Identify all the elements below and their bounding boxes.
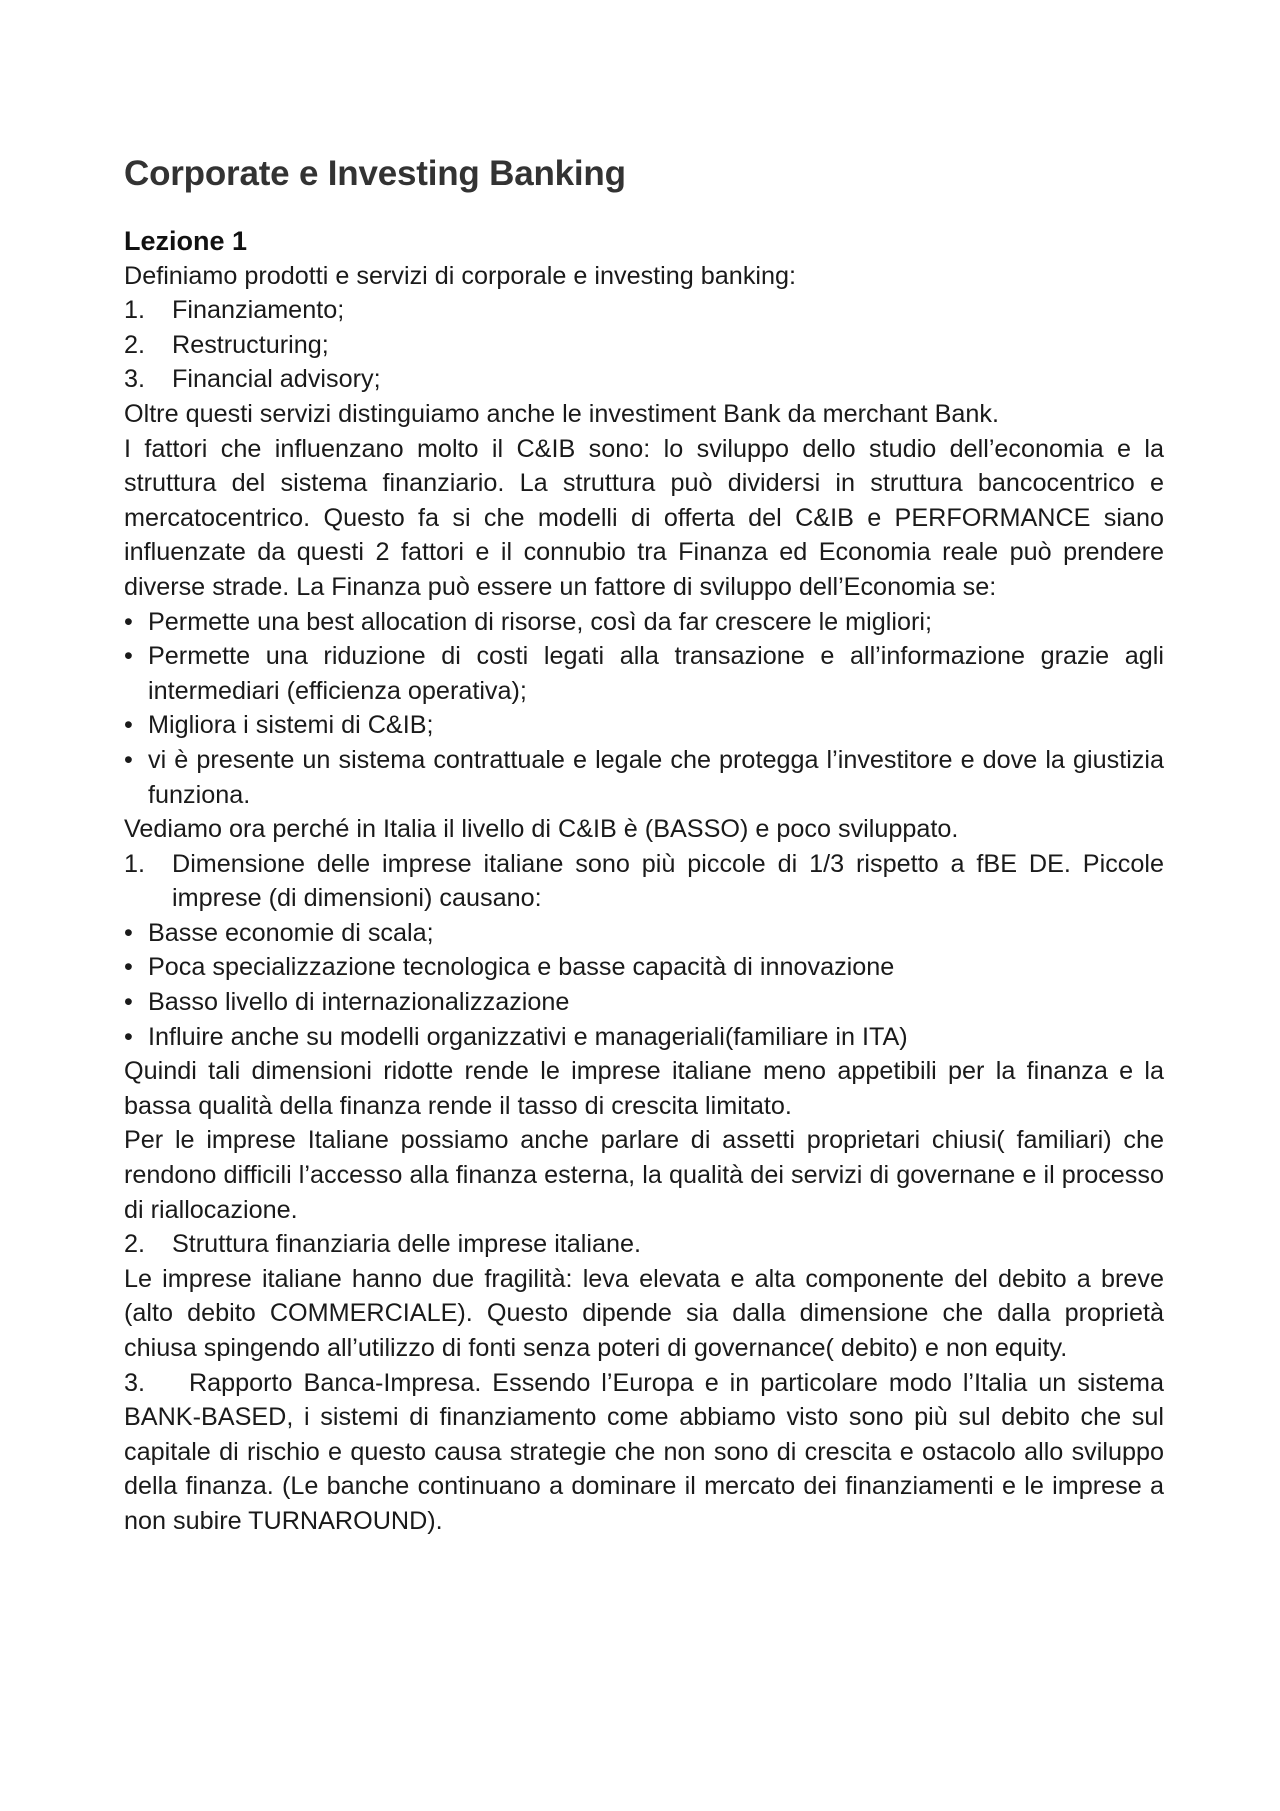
paragraph-assetti: Per le imprese Italiane possiamo anche parlare di assetti proprietari chiusi( familiari) che rendono difficili l’accesso alla finanza esterna, la qualità dei servizi di governane e il processo di riallocazione. [124,1126,1164,1224]
item-number: 2. [124,1230,146,1259]
bullet-icon: • [124,953,133,982]
bullet-item [124,1020,1164,1055]
bullet-text: Poca specializzazione tecnologica e basse capacità di innovazione [148,953,895,982]
item-number: 3. [124,365,146,394]
bullet-item [124,708,1164,743]
item-text: Rapporto Banca-Impresa. Essendo l’Europa e in particolare modo l’Italia un sistema BANK-BASED, i sistemi di finanziamento come abbiamo visto sono più sul debito che sul capitale di rischio e questo causa strategie che non sono di crescita e ostacolo allo sviluppo della finanza. (Le banche continuano a dominare il mercato dei finanziamenti e le imprese a non subire TURNAROUND). [124,1368,1164,1535]
bullet-icon: • [124,745,133,774]
bullet-icon: • [124,711,133,740]
paragraph-investment-bank: Oltre questi servizi distinguiamo anche le investiment Bank da merchant Bank. [124,399,999,428]
item-text: Struttura finanziaria delle imprese italiane. [172,1230,642,1259]
bullet-item [124,743,1164,812]
bullet-text: Basse economie di scala; [148,918,434,947]
bullet-text: Migliora i sistemi di C&IB; [148,711,434,740]
paragraph-quindi: Quindi tali dimensioni ridotte rende le imprese italiane meno appetibili per la finanza e la bassa qualità della finanza rende il tasso di crescita limitato. [124,1057,1164,1120]
bullet-icon: • [124,642,133,671]
item-number: 1. [124,849,146,878]
paragraph-rapporto [124,1366,1164,1539]
bullet-text: Influire anche su modelli organizzativi e manageriali(familiare in ITA) [148,1022,908,1051]
bullet-text: Permette una riduzione di costi legati alla transazione e all’informazione grazie agli intermediari (efficienza operativa); [148,642,1164,705]
item-number: 2. [124,330,146,359]
numbered-item [124,328,1164,363]
item-text: Finanziamento; [172,296,345,325]
intro-paragraph: Definiamo prodotti e servizi di corporale e investing banking: [124,261,797,290]
bullet-item [124,639,1164,708]
item-text: Dimensione delle imprese italiane sono più piccole di 1/3 rispetto a fBE DE. Piccole imprese (di dimensioni) causano: [172,849,1164,913]
bullet-item [124,916,1164,951]
bullet-text: vi è presente un sistema contrattuale e legale che protegga l’investitore e dove la giustizia funziona. [148,745,1164,809]
bullet-text: Basso livello di internazionalizzazione [148,988,570,1017]
paragraph-factors: I fattori che influenzano molto il C&IB sono: lo sviluppo dello studio dell’economia e la struttura del sistema finanziario. La struttura può dividersi in struttura bancocentrico e mercatocentrico. Questo fa si che modelli di offerta del C&IB e PERFORMANCE siano influenzate da questi 2 fattori e il connubio tra Finanza ed Economia reale può prendere diverse strade. La Finanza può essere un fattore di sviluppo dell’Economia se: [124,434,1164,601]
item-text: Financial advisory; [172,365,381,394]
bullet-icon: • [124,988,133,1017]
item-text: Restructuring; [172,330,329,359]
bullet-icon: • [124,918,133,947]
document-body [124,259,1164,1539]
numbered-item [124,1227,1164,1262]
lesson-heading: Lezione 1 [124,226,248,256]
paragraph-italy: Vediamo ora perché in Italia il livello di C&IB è (BASSO) e poco sviluppato. [124,815,959,844]
bullet-item [124,950,1164,985]
bullet-item [124,605,1164,640]
numbered-item [124,362,1164,397]
item-number: 3. [124,1368,146,1397]
paragraph-fragilita: Le imprese italiane hanno due fragilità: leva elevata e alta componente del debito a breve (alto debito COMMERCIALE). Questo dipende sia dalla dimensione che dalla proprietà chiusa spingendo all’utilizzo di fonti senza poteri di governance( debito) e non equity. [124,1264,1164,1362]
document-page [124,152,1164,1539]
bullet-text: Permette una best allocation di risorse, così da far crescere le migliori; [148,607,932,636]
bullet-icon: • [124,1022,133,1051]
bullet-icon: • [124,607,133,636]
document-title: Corporate e Investing Banking [124,154,626,193]
item-number: 1. [124,296,146,325]
bullet-item [124,985,1164,1020]
numbered-item [124,293,1164,328]
numbered-item [124,847,1164,916]
